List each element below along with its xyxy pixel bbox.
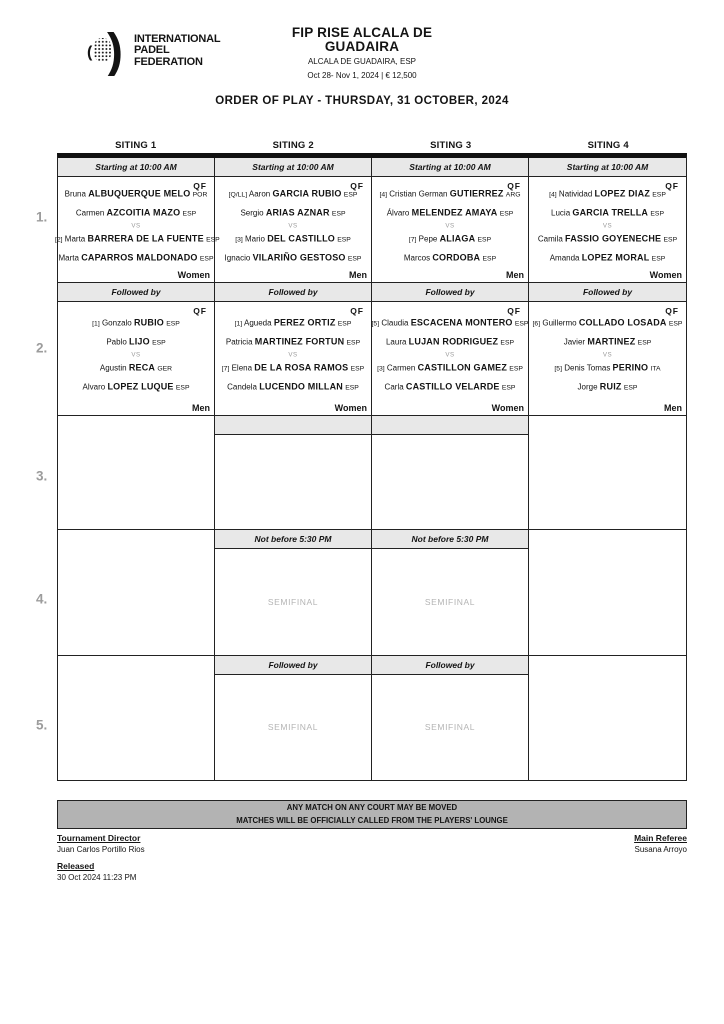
row-number-4: 4. (36, 591, 48, 607)
player-line (526, 186, 689, 205)
seed-label: [5] (371, 320, 380, 328)
player-line (526, 231, 689, 250)
match-cell (215, 177, 371, 283)
schedule-block (215, 416, 371, 530)
main-referee-name: Susana Arroyo (634, 845, 687, 854)
player-last-name: DE LA ROSA RAMOS (254, 362, 349, 373)
match-teams (369, 186, 531, 268)
schedule-block (372, 656, 528, 780)
seed-label: [5] (554, 365, 562, 373)
player-nationality: ESP (152, 339, 166, 347)
player-first-name: Natividad (558, 189, 593, 199)
player-first-name: Agustin (99, 363, 127, 373)
seed-label: [3] (377, 365, 385, 373)
player-nationality: ESP (175, 384, 190, 392)
session-time-strip: Followed by (372, 656, 528, 675)
player-line (212, 231, 374, 250)
player-last-name: FASSIO GOYENECHE (565, 233, 662, 244)
session-time-strip (372, 416, 528, 435)
seed-label: [3] (235, 236, 243, 244)
player-last-name: PERINO (612, 362, 649, 373)
seed-label: [Q/LL] (228, 191, 248, 199)
player-first-name: Aaron (248, 189, 271, 199)
notice-line2: MATCHES WILL BE OFFICIALLY CALLED FROM THE PLAYERS' LOUNGE (236, 815, 508, 825)
round-label: QF (350, 180, 364, 191)
player-nationality: ESP (337, 236, 351, 244)
player-line (55, 315, 217, 334)
empty-cell (372, 435, 528, 530)
player-nationality: ESP (499, 210, 514, 218)
category-label: Men (192, 403, 210, 413)
player-line (55, 231, 220, 250)
player-first-name: Elena (231, 363, 253, 373)
schedule-block (529, 530, 686, 656)
round-label: QF (507, 305, 521, 316)
player-line (212, 186, 374, 205)
schedule-block (529, 283, 686, 416)
session-time-strip: Not before 5:30 PM (372, 530, 528, 549)
player-last-name: LOPEZ MORAL (581, 252, 650, 263)
session-time-strip: Followed by (529, 283, 686, 302)
vs-label: VS (131, 222, 141, 230)
vs-label: VS (288, 351, 298, 359)
schedule-block (215, 283, 371, 416)
schedule-block (58, 656, 214, 780)
category-label: Men (349, 270, 367, 280)
siting-titles-row (57, 140, 687, 153)
siting-title-2: SITING 2 (272, 140, 314, 151)
schedule-block (55, 158, 220, 283)
match-cell (55, 177, 220, 283)
player-last-name: VILARIÑO GESTOSO (252, 252, 346, 263)
player-first-name: Javier (563, 337, 586, 347)
player-line (526, 378, 689, 397)
player-first-name: Amanda (549, 253, 580, 263)
player-nationality: ESP (663, 236, 678, 244)
empty-cell (58, 530, 214, 655)
empty-cell (529, 416, 686, 529)
match-teams (526, 315, 689, 397)
row-number-2: 2. (36, 340, 48, 356)
player-nationality: ESP (509, 365, 523, 373)
vs-label: VS (602, 222, 613, 230)
siting-column-1 (55, 158, 220, 780)
player-line (55, 360, 217, 379)
seed-label: [7] (408, 236, 417, 244)
schedule-block (372, 530, 528, 656)
vs-label: VS (131, 351, 141, 359)
player-last-name: LOPEZ DIAZ (594, 188, 651, 199)
session-time-strip: Followed by (215, 283, 371, 302)
schedule-block (58, 530, 214, 656)
placeholder-cell (372, 549, 528, 656)
row-number-3: 3. (36, 468, 48, 484)
player-last-name: PEREZ ORTIZ (273, 317, 336, 328)
player-first-name: Marcos (403, 253, 431, 263)
footer-left (57, 832, 145, 884)
player-first-name: Pablo (106, 337, 127, 347)
player-first-name: Denis Tomas (564, 363, 611, 373)
player-nationality: ESP (500, 339, 515, 347)
player-line (526, 315, 689, 334)
empty-cell (529, 656, 686, 780)
player-first-name: Sergio (240, 208, 264, 218)
notice-bar (57, 800, 687, 829)
player-last-name: COLLADO LOSADA (578, 317, 667, 328)
player-last-name: ESCACENA MONTERO (410, 317, 513, 328)
player-line (212, 333, 374, 352)
schedule-block (529, 656, 686, 780)
player-last-name: LUJAN RODRIGUEZ (408, 336, 499, 347)
schedule-grid (57, 153, 687, 781)
row-number-1: 1. (36, 209, 48, 225)
player-last-name: RUIZ (599, 381, 622, 392)
player-nationality: ESP (182, 210, 197, 218)
round-label: QF (193, 180, 207, 191)
player-last-name: ARIAS AZNAR (265, 207, 330, 218)
event-header (0, 26, 724, 80)
player-nationality: POR (192, 191, 208, 199)
player-line (369, 378, 531, 397)
player-last-name: MARTINEZ FORTUN (254, 336, 345, 347)
schedule-block (58, 283, 214, 416)
placeholder-cell (215, 675, 371, 781)
player-last-name: LOPEZ LUQUE (107, 381, 174, 392)
svg-text:(: ( (87, 44, 93, 61)
seed-label: [2] (55, 236, 63, 244)
player-nationality: ESP (637, 339, 652, 347)
player-line (55, 249, 217, 268)
event-location: ALCALA DE GUADAIRA, ESP (307, 57, 417, 66)
player-first-name: Guillermo (542, 318, 577, 328)
schedule-block (529, 158, 686, 283)
placeholder-cell (215, 549, 371, 656)
player-line (369, 249, 531, 268)
player-last-name: DEL CASTILLO (267, 233, 335, 244)
round-label: QF (665, 305, 679, 316)
logo-line: FEDERATION (134, 55, 203, 68)
player-nationality: ESP (650, 210, 664, 218)
player-line (55, 204, 217, 223)
svg-text:): ) (107, 26, 123, 76)
vs-label: VS (602, 351, 613, 359)
match-teams (369, 315, 531, 397)
seed-label: [7] (221, 365, 230, 373)
match-teams (55, 315, 217, 397)
player-first-name: Candela (227, 382, 257, 392)
player-first-name: Bruna (64, 189, 86, 199)
player-nationality: ESP (514, 320, 529, 328)
player-last-name: RECA (128, 362, 156, 373)
released-datetime: 30 Oct 2024 11:23 PM (57, 873, 137, 882)
order-of-play-title: ORDER OF PLAY - THURSDAY, 31 OCTOBER, 2024 (215, 95, 509, 107)
category-label: Women (491, 403, 524, 413)
player-nationality: ESP (350, 365, 365, 373)
row-number-5: 5. (36, 717, 48, 733)
player-nationality: ESP (668, 320, 683, 328)
round-label: QF (665, 180, 679, 191)
match-cell (372, 302, 528, 416)
session-time-strip: Starting at 10:00 AM (529, 158, 686, 177)
seed-label: [1] (234, 320, 243, 328)
player-nationality: ESP (166, 320, 180, 328)
event-dates-prize: Oct 28- Nov 1, 2024 | € 12,500 (307, 71, 417, 80)
player-line (526, 249, 689, 268)
session-time-strip: Not before 5:30 PM (215, 530, 371, 549)
logo-line: INTERNATIONAL (134, 32, 221, 45)
player-nationality: ESP (501, 384, 516, 392)
category-label: Men (664, 403, 682, 413)
player-first-name: Cristian German (389, 189, 448, 199)
siting-title-3: SITING 3 (430, 140, 472, 151)
player-first-name: Claudia (381, 318, 409, 328)
category-label: Men (506, 270, 524, 280)
siting-title-1: SITING 1 (115, 140, 157, 151)
seed-label: [4] (549, 191, 557, 199)
player-first-name: Pepe (418, 234, 438, 244)
player-last-name: BARRERA DE LA FUENTE (87, 233, 204, 244)
empty-cell (215, 435, 371, 530)
semifinal-placeholder: SEMIFINAL (424, 722, 476, 733)
empty-cell (58, 656, 214, 780)
player-first-name: Jorge (577, 382, 598, 392)
session-time-strip: Followed by (372, 283, 528, 302)
player-line (369, 360, 531, 379)
player-nationality: ESP (331, 210, 346, 218)
player-nationality: ESP (345, 384, 359, 392)
player-first-name: Alvaro (82, 382, 106, 392)
event-title-line2: GUADAIRA (324, 39, 400, 54)
event-title-line1: FIP RISE ALCALA DE (291, 25, 433, 40)
match-cell (58, 302, 214, 416)
schedule-block (372, 158, 528, 283)
notice-line1: ANY MATCH ON ANY COURT MAY BE MOVED (286, 803, 458, 812)
player-line (212, 360, 374, 379)
siting-column-2 (215, 158, 372, 780)
vs-label: VS (288, 222, 298, 230)
category-label: Women (177, 270, 210, 280)
schedule-block (215, 158, 371, 283)
player-first-name: Marta (64, 234, 86, 244)
schedule-block (372, 283, 528, 416)
player-line (212, 315, 374, 334)
player-last-name: CASTILLO VELARDE (405, 381, 500, 392)
player-first-name: Patricia (225, 337, 253, 347)
session-time-strip: Followed by (58, 283, 214, 302)
player-first-name: Camila (537, 234, 563, 244)
match-teams (526, 186, 689, 268)
player-last-name: MELENDEZ AMAYA (411, 207, 498, 218)
schedule-block (215, 530, 371, 656)
vs-label: VS (445, 351, 455, 359)
siting-title-4: SITING 4 (587, 140, 629, 151)
player-line (369, 204, 531, 223)
player-line (212, 249, 374, 268)
player-first-name: Marta (58, 253, 79, 263)
match-cell (215, 302, 371, 416)
match-cell (529, 177, 686, 283)
siting-column-3 (372, 158, 529, 780)
player-last-name: ALBUQUERQUE MELO (88, 188, 191, 199)
schedule-block (372, 416, 528, 530)
player-first-name: Mario (244, 234, 265, 244)
player-last-name: LIJO (129, 336, 150, 347)
main-referee-label: Main Referee (634, 833, 687, 843)
tournament-director-label: Tournament Director (57, 833, 141, 843)
match-teams (212, 186, 374, 268)
semifinal-placeholder: SEMIFINAL (267, 596, 319, 607)
player-last-name: MARTINEZ (587, 336, 636, 347)
player-nationality: ESP (346, 339, 361, 347)
player-first-name: Ignacio (224, 253, 251, 263)
session-time-strip (215, 416, 371, 435)
player-first-name: Lucia (551, 208, 571, 218)
player-nationality: ESP (343, 191, 358, 199)
player-line (55, 333, 217, 352)
player-last-name: GUTIERREZ (449, 188, 504, 199)
player-last-name: ALIAGA (439, 233, 476, 244)
player-last-name: CAPARROS MALDONADO (81, 252, 198, 263)
placeholder-cell (372, 675, 528, 781)
empty-cell (529, 530, 686, 655)
match-teams (55, 186, 220, 268)
tournament-director-name: Juan Carlos Portillo Rios (57, 845, 145, 854)
player-first-name: Gonzalo (101, 318, 132, 328)
player-nationality: ESP (337, 320, 352, 328)
player-line (526, 360, 689, 379)
round-label: QF (507, 180, 521, 191)
session-time-strip: Starting at 10:00 AM (215, 158, 371, 177)
match-cell (372, 177, 528, 283)
footer-right (634, 832, 687, 856)
player-nationality: ESP (199, 255, 214, 263)
seed-label: [1] (92, 320, 100, 328)
player-line (369, 231, 531, 250)
seed-label: [6] (532, 320, 541, 328)
player-nationality: GER (157, 365, 173, 373)
player-last-name: GARCIA RUBIO (272, 188, 342, 199)
schedule-block (529, 416, 686, 530)
player-nationality: ESP (347, 255, 362, 263)
schedule-table (57, 140, 687, 781)
category-label: Women (649, 270, 682, 280)
player-first-name: Laura (385, 337, 407, 347)
player-first-name: Álvaro (386, 208, 410, 218)
player-nationality: ESP (652, 191, 666, 199)
match-teams (212, 315, 374, 397)
player-last-name: GARCIA TRELLA (572, 207, 649, 218)
player-line (526, 333, 689, 352)
player-last-name: LUCENDO MILLAN (259, 381, 343, 392)
round-label: QF (193, 305, 207, 316)
player-line (55, 378, 217, 397)
match-cell (529, 302, 686, 416)
player-line (369, 186, 531, 205)
player-first-name: Carmen (386, 363, 416, 373)
player-line (212, 204, 374, 223)
player-first-name: Agueda (243, 318, 272, 328)
player-nationality: ESP (651, 255, 666, 263)
category-label: Women (334, 403, 367, 413)
logo-line: PADEL (134, 44, 170, 57)
semifinal-placeholder: SEMIFINAL (424, 596, 476, 607)
player-last-name: CASTILLON GAMEZ (417, 362, 508, 373)
player-last-name: CORDOBA (432, 252, 481, 263)
schedule-block (58, 416, 214, 530)
vs-label: VS (445, 222, 455, 230)
player-nationality: ESP (477, 236, 492, 244)
session-time-strip: Starting at 10:00 AM (372, 158, 528, 177)
siting-column-4 (529, 158, 686, 780)
player-nationality: ITA (650, 365, 661, 373)
player-nationality: ESP (623, 384, 638, 392)
seed-label: [4] (379, 191, 388, 199)
session-time-strip: Starting at 10:00 AM (58, 158, 214, 177)
player-last-name: AZCOITIA MAZO (106, 207, 181, 218)
player-first-name: Carmen (75, 208, 105, 218)
semifinal-placeholder: SEMIFINAL (267, 722, 319, 733)
schedule-block (215, 656, 371, 780)
player-last-name: RUBIO (133, 317, 164, 328)
session-time-strip: Followed by (215, 656, 371, 675)
released-label: Released (57, 861, 95, 871)
round-label: QF (350, 305, 364, 316)
player-nationality: ARG (505, 191, 521, 199)
player-line (526, 204, 689, 223)
player-line (369, 315, 531, 334)
player-line (369, 333, 531, 352)
player-nationality: ESP (206, 236, 220, 244)
player-line (55, 186, 217, 205)
player-first-name: Carla (384, 382, 404, 392)
empty-cell (58, 416, 214, 529)
player-line (212, 378, 374, 397)
player-nationality: ESP (482, 255, 497, 263)
